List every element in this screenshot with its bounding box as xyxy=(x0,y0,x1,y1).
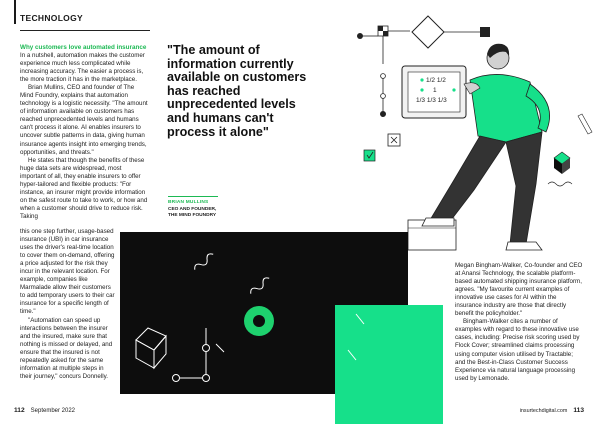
page-number-left: 112 xyxy=(14,407,25,414)
fraction-row-3: 1/3 1/3 1/3 xyxy=(416,97,447,104)
section-label: TECHNOLOGY xyxy=(20,13,83,23)
article-subheading: Why customers love automated insurance xyxy=(20,44,147,51)
person-tablet-illustration xyxy=(330,14,600,264)
leg-right xyxy=(506,132,542,244)
quote-rule xyxy=(168,196,218,197)
article-column-1-continued xyxy=(20,228,118,381)
diamond-icon xyxy=(412,16,444,48)
paragraph: He states that though the benefits of these huge data sets are widespread, most important of all, they enable insurers to offer hyper-tailored and flexible products: "For instance, an insurer might provide information on the safest route to take to work, or how and when a customer should drive to reduce risk. Taking xyxy=(20,156,148,220)
section-marker xyxy=(14,0,16,24)
black-panel-graphics xyxy=(120,232,408,394)
pencil-icon xyxy=(578,114,592,134)
quote-attribution-role: CEO AND FOUNDER, THE MIND FOUNDRY xyxy=(168,207,217,218)
paragraph: In a nutshell, automation makes the customer experience much less complicated while increasing accuracy. The easier a process is, the more traction it has in the marketplace. xyxy=(20,52,145,84)
issue-date: September 2022 xyxy=(30,408,76,414)
footer-right xyxy=(520,407,584,414)
quote-attribution-name: BRIAN MULLINS xyxy=(168,200,209,205)
paragraph: Brian Mullins, CEO and founder of The Mind Foundry, explains that automation technology is a logistic necessity. "The amount of information available on customers has reached unprecedented levels and humans can't process it alone. AI enables insurers to uncover subtle patterns in data, giving human insurance agents insight into emerging trends, opportunities, and threats." xyxy=(20,84,148,156)
paragraph: this one step further, usage-based insurance (UBI) in car insurance uses the driver's real-time location to cover them on-demand, offering a price adjusted for the risk they incur in the relevant location. For example, companies like Marmalade allow their customers to add temporary users to their car insurance for a specific length of time." xyxy=(20,228,115,316)
slash-mark xyxy=(356,314,364,324)
squiggle-icon xyxy=(249,276,271,296)
square-icon xyxy=(480,27,490,37)
pull-quote: "The amount of information currently available on customers has reached unprecedented levels and humans can't process it alone" xyxy=(167,43,307,139)
section-rule xyxy=(20,30,150,31)
squiggle-icon xyxy=(193,252,215,272)
squiggle-icon xyxy=(548,182,572,186)
paragraph: Megan Bingham-Walker, Co-founder and CEO at Anansi Technology, the scalable platform-based automated shipping insurance platform, agrees. "My favourite current examples of innovative use cases for AI within the insurance industry are those that directly benefit the policyholder." xyxy=(455,262,583,318)
slash-mark xyxy=(348,350,356,360)
paragraph: Bingham-Walker cites a number of examples with regard to these innovative use cases, including: Precise risk scoring used by Flock Cover; streamlined claims processing using computer vision utilised by Tractable; and the Best-in-Class Customer Success Experience via natural language processing used by Lemonade. xyxy=(455,318,580,382)
leg-left xyxy=(430,136,506,224)
slash-mark xyxy=(216,344,224,352)
fraction-row-2: 1 xyxy=(433,87,437,94)
cube-icon xyxy=(554,152,570,174)
footer-left xyxy=(14,407,75,414)
check-box-icon xyxy=(364,150,375,161)
checker-grid-icon xyxy=(378,26,388,36)
fraction-row-1: 1/2 1/2 xyxy=(426,77,446,84)
article-column-3 xyxy=(455,262,583,383)
article-column-1 xyxy=(20,44,148,221)
site-url[interactable]: insurtechdigital.com xyxy=(519,408,568,414)
page-number-right: 113 xyxy=(573,407,584,414)
wire-cube-icon xyxy=(136,328,166,368)
paragraph: "Automation can speed up interactions between the insurer and the insured, make sure that nothing is missed or delayed, and ensure that the insured is not repeatedly asked for the same information at multiple steps in their journey," concurs Donnelly. xyxy=(20,316,113,380)
